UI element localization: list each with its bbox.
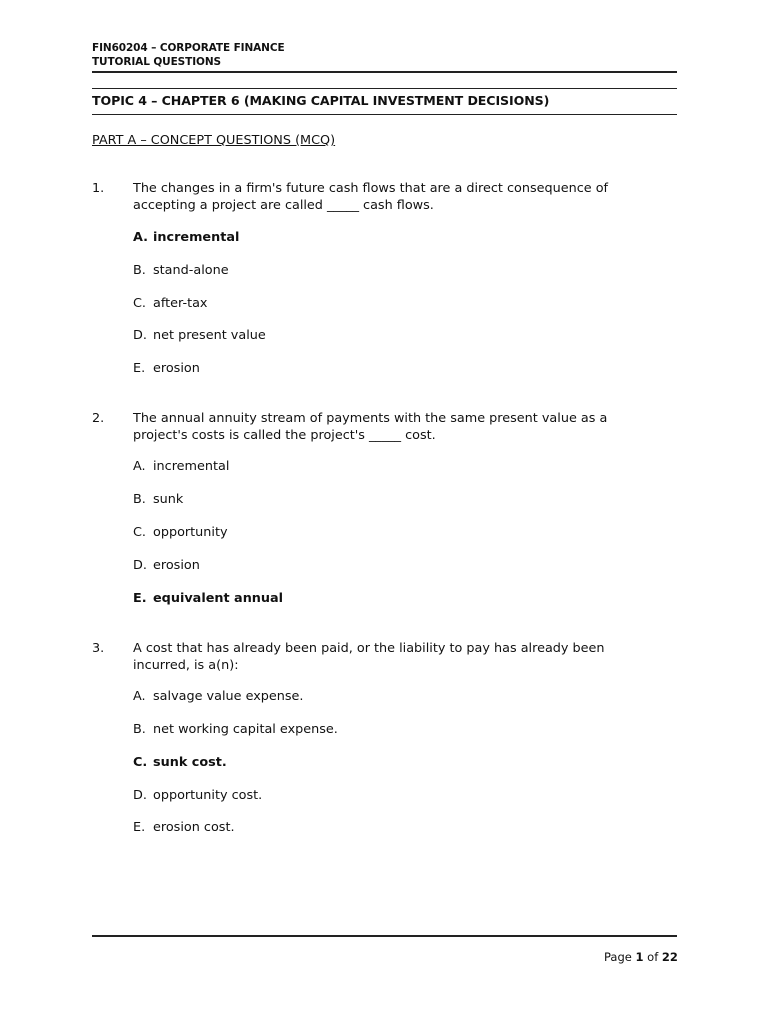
option-text: net present value — [153, 328, 266, 343]
option-text: after-tax — [153, 296, 208, 311]
option-letter: D. — [133, 328, 147, 343]
header-rule — [92, 71, 677, 73]
option-letter: E. — [133, 361, 146, 376]
topic-rule-top — [92, 88, 677, 89]
page-total: 22 — [661, 950, 678, 964]
option-text: net working capital expense. — [153, 722, 338, 737]
question-number: 2. — [92, 411, 105, 426]
option-text: erosion — [153, 558, 200, 573]
option-2c — [133, 525, 228, 540]
question-stem: The annual annuity stream of payments with the same present value as a project's costs is called the project's _____ cost. — [133, 411, 608, 443]
question-number: 1. — [92, 181, 105, 196]
option-1a — [133, 230, 239, 245]
topic-heading: TOPIC 4 – CHAPTER 6 (MAKING CAPITAL INVESTMENT DECISIONS) — [92, 93, 550, 108]
option-2a — [133, 459, 229, 474]
option-text: opportunity — [153, 525, 228, 540]
option-text: sunk — [153, 492, 184, 507]
option-text: incremental — [153, 459, 230, 474]
footer-rule — [92, 935, 677, 937]
option-text: erosion cost. — [153, 820, 235, 835]
option-letter: B. — [133, 263, 146, 278]
page-label: Page — [604, 950, 632, 964]
option-text: erosion — [153, 361, 200, 376]
option-letter: D. — [133, 788, 147, 803]
page-current: 1 — [635, 950, 644, 964]
option-letter: A. — [133, 230, 149, 245]
page-of: of — [647, 950, 659, 964]
option-2d — [133, 558, 200, 573]
document-subtitle: TUTORIAL QUESTIONS — [92, 56, 221, 68]
question-number: 3. — [92, 641, 105, 656]
part-heading: PART A – CONCEPT QUESTIONS (MCQ) — [92, 133, 336, 148]
option-text: salvage value expense. — [153, 689, 304, 704]
option-letter: C. — [133, 296, 147, 311]
course-title: FIN60204 – CORPORATE FINANCE — [92, 42, 285, 54]
option-3b — [133, 722, 338, 737]
option-2b — [133, 492, 183, 507]
option-letter: E. — [133, 591, 147, 606]
option-3c — [133, 755, 227, 770]
option-1e — [133, 361, 200, 376]
option-text: equivalent annual — [153, 591, 284, 606]
option-1c — [133, 296, 208, 311]
option-3e — [133, 820, 235, 835]
topic-rule-bottom — [92, 114, 677, 115]
option-2e — [133, 591, 283, 606]
option-text: opportunity cost. — [153, 788, 263, 803]
option-letter: B. — [133, 722, 146, 737]
option-letter: C. — [133, 525, 147, 540]
option-1b — [133, 263, 229, 278]
option-letter: A. — [133, 689, 146, 704]
option-letter: E. — [133, 820, 146, 835]
option-letter: A. — [133, 459, 146, 474]
page-indicator — [604, 950, 678, 964]
option-3a — [133, 689, 304, 704]
option-text: incremental — [153, 230, 240, 245]
option-3d — [133, 788, 262, 803]
option-letter: B. — [133, 492, 146, 507]
option-text: sunk cost. — [153, 755, 227, 770]
question-stem: A cost that has already been paid, or the liability to pay has already been incurred, is a(n): — [133, 641, 605, 673]
option-text: stand-alone — [153, 263, 229, 278]
question-stem: The changes in a firm's future cash flows that are a direct consequence of accepting a project are called _____ cash flows. — [133, 181, 609, 213]
option-letter: C. — [133, 755, 148, 770]
option-1d — [133, 328, 266, 343]
option-letter: D. — [133, 558, 147, 573]
